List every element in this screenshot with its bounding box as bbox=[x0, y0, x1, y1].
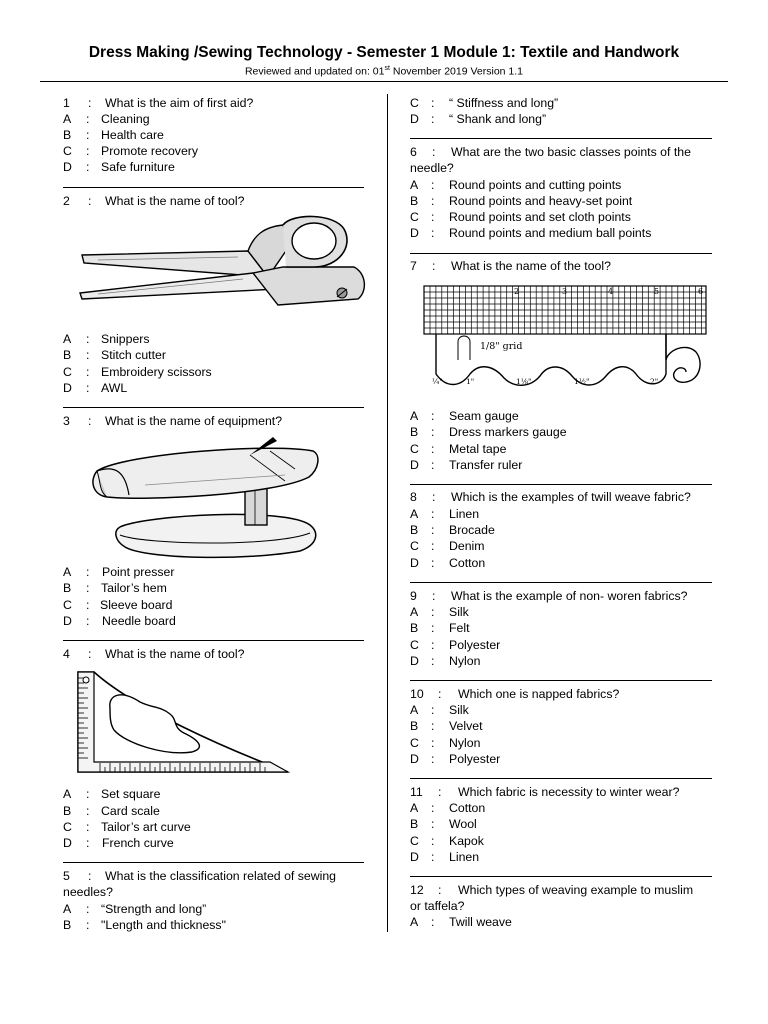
option-text: Point presser bbox=[102, 565, 175, 579]
option-text: Stitch cutter bbox=[101, 348, 166, 362]
option-text: Set square bbox=[101, 787, 161, 801]
colon: : bbox=[431, 703, 435, 717]
colon: : bbox=[431, 425, 435, 439]
option-key: A bbox=[410, 801, 419, 815]
option-key: C bbox=[63, 820, 72, 834]
question-text: Which types of weaving example to muslim bbox=[458, 883, 694, 897]
option-text: Needle board bbox=[102, 614, 176, 628]
question-text-continued: needles? bbox=[63, 885, 113, 899]
colon: : bbox=[431, 915, 435, 929]
question-number: 2 bbox=[63, 194, 70, 208]
question-text: Which one is napped fabrics? bbox=[458, 687, 620, 701]
option-key: B bbox=[63, 581, 72, 595]
colon: : bbox=[86, 128, 90, 142]
colon: : bbox=[431, 801, 435, 815]
option-key: A bbox=[63, 565, 72, 579]
colon: : bbox=[432, 259, 436, 273]
colon: : bbox=[431, 752, 435, 766]
option-key: B bbox=[410, 621, 419, 635]
option-key: B bbox=[63, 348, 72, 362]
width-mark: 1" bbox=[466, 377, 475, 386]
colon: : bbox=[86, 787, 90, 801]
option-text: Wool bbox=[449, 817, 477, 831]
ruler-number: 4 bbox=[608, 287, 614, 296]
transfer-ruler-image bbox=[422, 284, 710, 394]
column-divider bbox=[387, 94, 388, 932]
option-key: A bbox=[410, 915, 419, 929]
question-number: 4 bbox=[63, 647, 70, 661]
colon: : bbox=[432, 589, 436, 603]
option-text: Cotton bbox=[449, 801, 486, 815]
option-text: Promote recovery bbox=[101, 144, 199, 158]
option-text: Denim bbox=[449, 539, 485, 553]
option-text: Kapok bbox=[449, 834, 484, 848]
option-key: B bbox=[410, 425, 419, 439]
option-text: Round points and set cloth points bbox=[449, 210, 631, 224]
option-key: B bbox=[410, 194, 419, 208]
option-text: Silk bbox=[449, 703, 469, 717]
question-number: 8 bbox=[410, 490, 417, 504]
option-key: A bbox=[410, 703, 419, 717]
question-separator bbox=[63, 640, 364, 641]
question-text: What is the name of tool? bbox=[105, 194, 245, 208]
colon: : bbox=[438, 883, 442, 897]
colon: : bbox=[431, 409, 435, 423]
colon: : bbox=[86, 820, 90, 834]
option-text: Silk bbox=[449, 605, 469, 619]
option-text: Health care bbox=[101, 128, 164, 142]
colon: : bbox=[432, 490, 436, 504]
option-text: Polyester bbox=[449, 638, 501, 652]
colon: : bbox=[431, 226, 435, 240]
ruler-number: 2 bbox=[514, 287, 520, 296]
question-text: What is the classification related of sewing bbox=[105, 869, 337, 883]
question-separator bbox=[410, 253, 712, 254]
colon: : bbox=[88, 96, 92, 110]
option-key: A bbox=[63, 787, 72, 801]
option-key: C bbox=[63, 598, 72, 612]
colon: : bbox=[86, 365, 90, 379]
option-key: D bbox=[63, 381, 72, 395]
option-text: Cotton bbox=[449, 556, 486, 570]
colon: : bbox=[86, 581, 90, 595]
option-key: B bbox=[63, 918, 72, 932]
width-mark: 1½" bbox=[574, 377, 590, 386]
option-key: C bbox=[410, 96, 419, 110]
colon: : bbox=[88, 194, 92, 208]
option-key: C bbox=[410, 210, 419, 224]
option-key: C bbox=[63, 144, 72, 158]
option-key: A bbox=[410, 605, 419, 619]
question-number: 5 bbox=[63, 869, 70, 883]
option-key: C bbox=[410, 442, 419, 456]
colon: : bbox=[431, 850, 435, 864]
colon: : bbox=[86, 902, 90, 916]
question-text: What is the example of non- woren fabrics? bbox=[451, 589, 688, 603]
option-key: A bbox=[63, 112, 72, 126]
colon: : bbox=[86, 160, 90, 174]
option-text: Twill weave bbox=[449, 915, 512, 929]
colon: : bbox=[431, 834, 435, 848]
colon: : bbox=[431, 719, 435, 733]
colon: : bbox=[431, 817, 435, 831]
colon: : bbox=[86, 804, 90, 818]
colon: : bbox=[431, 210, 435, 224]
option-key: B bbox=[410, 523, 419, 537]
grid-label: 1/8" grid bbox=[480, 341, 523, 352]
option-text: Brocade bbox=[449, 523, 495, 537]
question-separator bbox=[63, 187, 364, 188]
colon: : bbox=[431, 112, 435, 126]
colon: : bbox=[438, 687, 442, 701]
colon: : bbox=[431, 194, 435, 208]
option-text: "Length and thickness" bbox=[101, 918, 226, 932]
question-separator bbox=[410, 138, 712, 139]
page-subtitle bbox=[0, 65, 768, 78]
colon: : bbox=[431, 621, 435, 635]
question-separator bbox=[410, 680, 712, 681]
tailors-curve-image bbox=[74, 668, 294, 780]
page-title: Dress Making /Sewing Technology - Semester 1 Module 1: Textile and Handwork bbox=[88, 44, 680, 61]
option-text: Dress markers gauge bbox=[449, 425, 567, 439]
option-key: D bbox=[410, 112, 419, 126]
header-rule bbox=[40, 81, 728, 82]
option-key: A bbox=[410, 507, 419, 521]
colon: : bbox=[431, 654, 435, 668]
question-separator bbox=[63, 862, 364, 863]
colon: : bbox=[86, 348, 90, 362]
colon: : bbox=[431, 507, 435, 521]
question-text: Which is the examples of twill weave fabric? bbox=[451, 490, 691, 504]
option-text: Round points and cutting points bbox=[449, 178, 622, 192]
colon: : bbox=[88, 869, 92, 883]
colon: : bbox=[431, 458, 435, 472]
option-key: C bbox=[410, 736, 419, 750]
colon: : bbox=[431, 442, 435, 456]
question-text: What is the aim of first aid? bbox=[105, 96, 254, 110]
question-number: 3 bbox=[63, 414, 70, 428]
option-text: Nylon bbox=[449, 736, 481, 750]
option-text: Snippers bbox=[101, 332, 150, 346]
colon: : bbox=[88, 414, 92, 428]
option-key: D bbox=[410, 458, 419, 472]
ruler-number: 3 bbox=[562, 287, 568, 296]
option-text: Safe furniture bbox=[101, 160, 175, 174]
option-key: A bbox=[410, 178, 419, 192]
width-mark: 2" bbox=[650, 377, 659, 386]
question-separator bbox=[410, 582, 712, 583]
option-text: Linen bbox=[449, 850, 480, 864]
option-text: Seam gauge bbox=[449, 409, 519, 423]
option-key: C bbox=[410, 638, 419, 652]
option-text: AWL bbox=[101, 381, 128, 395]
option-key: D bbox=[63, 614, 72, 628]
colon: : bbox=[431, 523, 435, 537]
question-text-continued: or taffela? bbox=[410, 899, 465, 913]
subtitle-sup: st bbox=[384, 65, 390, 72]
question-number: 7 bbox=[410, 259, 417, 273]
option-key: C bbox=[63, 365, 72, 379]
option-text: Metal tape bbox=[449, 442, 507, 456]
option-key: A bbox=[410, 409, 419, 423]
colon: : bbox=[86, 614, 90, 628]
option-key: B bbox=[410, 719, 419, 733]
option-key: A bbox=[63, 902, 72, 916]
option-key: B bbox=[63, 128, 72, 142]
option-text: “ Shank and long” bbox=[449, 112, 547, 126]
colon: : bbox=[431, 178, 435, 192]
option-text: Cleaning bbox=[101, 112, 150, 126]
subtitle-post: November 2019 Version 1.1 bbox=[389, 65, 524, 78]
question-text: What is the name of tool? bbox=[105, 647, 245, 661]
option-key: D bbox=[63, 160, 72, 174]
colon: : bbox=[86, 598, 90, 612]
question-separator bbox=[410, 484, 712, 485]
question-text-continued: needle? bbox=[410, 161, 454, 175]
option-key: D bbox=[410, 654, 419, 668]
ruler-number: 5 bbox=[654, 287, 660, 296]
option-key: C bbox=[410, 539, 419, 553]
question-number: 11 bbox=[410, 785, 423, 799]
option-text: Linen bbox=[449, 507, 480, 521]
question-number: 1 bbox=[63, 96, 70, 110]
width-mark: 1⅛" bbox=[516, 377, 532, 386]
width-marks bbox=[432, 377, 658, 386]
colon: : bbox=[431, 736, 435, 750]
colon: : bbox=[431, 638, 435, 652]
option-text: Felt bbox=[449, 621, 470, 635]
option-text: Transfer ruler bbox=[449, 458, 523, 472]
question-text: Which fabric is necessity to winter wear? bbox=[458, 785, 680, 799]
question-text: What is the name of the tool? bbox=[451, 259, 611, 273]
colon: : bbox=[86, 112, 90, 126]
colon: : bbox=[86, 565, 90, 579]
question-separator bbox=[63, 407, 364, 408]
option-text: Polyester bbox=[449, 752, 501, 766]
width-mark: ¼" bbox=[432, 377, 443, 386]
option-key: C bbox=[410, 834, 419, 848]
question-number: 10 bbox=[410, 687, 424, 701]
option-text: Tailor’s art curve bbox=[101, 820, 191, 834]
colon: : bbox=[86, 332, 90, 346]
subtitle-pre: Reviewed and updated on: 01 bbox=[244, 65, 385, 78]
colon: : bbox=[432, 145, 436, 159]
question-number: 6 bbox=[410, 145, 417, 159]
option-text: Velvet bbox=[449, 719, 483, 733]
question-number: 12 bbox=[410, 883, 424, 897]
option-text: Tailor’s hem bbox=[101, 581, 167, 595]
question-text: What is the name of equipment? bbox=[105, 414, 283, 428]
option-key: D bbox=[410, 752, 419, 766]
option-key: D bbox=[410, 850, 419, 864]
option-text: Round points and heavy-set point bbox=[449, 194, 633, 208]
option-text: French curve bbox=[102, 836, 174, 850]
option-key: D bbox=[410, 226, 419, 240]
colon: : bbox=[86, 836, 90, 850]
option-text: Sleeve board bbox=[100, 598, 173, 612]
colon: : bbox=[431, 96, 435, 110]
question-number: 9 bbox=[410, 589, 417, 603]
option-text: Round points and medium ball points bbox=[449, 226, 652, 240]
option-key: B bbox=[410, 817, 419, 831]
option-key: B bbox=[63, 804, 72, 818]
option-text: Card scale bbox=[101, 804, 160, 818]
option-text: “ Stiffness and long” bbox=[449, 96, 559, 110]
option-text: Embroidery scissors bbox=[101, 365, 212, 379]
colon: : bbox=[86, 918, 90, 932]
option-key: A bbox=[63, 332, 72, 346]
option-key: D bbox=[63, 836, 72, 850]
question-separator bbox=[410, 876, 712, 877]
colon: : bbox=[431, 556, 435, 570]
question-text: What are the two basic classes points of the bbox=[451, 145, 691, 159]
colon: : bbox=[438, 785, 442, 799]
colon: : bbox=[88, 647, 92, 661]
snippers-image bbox=[78, 215, 368, 315]
ruler-number: 6 bbox=[698, 287, 704, 296]
option-text: “Strength and long” bbox=[101, 902, 207, 916]
option-key: D bbox=[410, 556, 419, 570]
colon: : bbox=[86, 144, 90, 158]
colon: : bbox=[431, 539, 435, 553]
colon: : bbox=[431, 605, 435, 619]
colon: : bbox=[86, 381, 90, 395]
option-text: Nylon bbox=[449, 654, 481, 668]
point-presser-image bbox=[85, 435, 330, 565]
question-separator bbox=[410, 778, 712, 779]
